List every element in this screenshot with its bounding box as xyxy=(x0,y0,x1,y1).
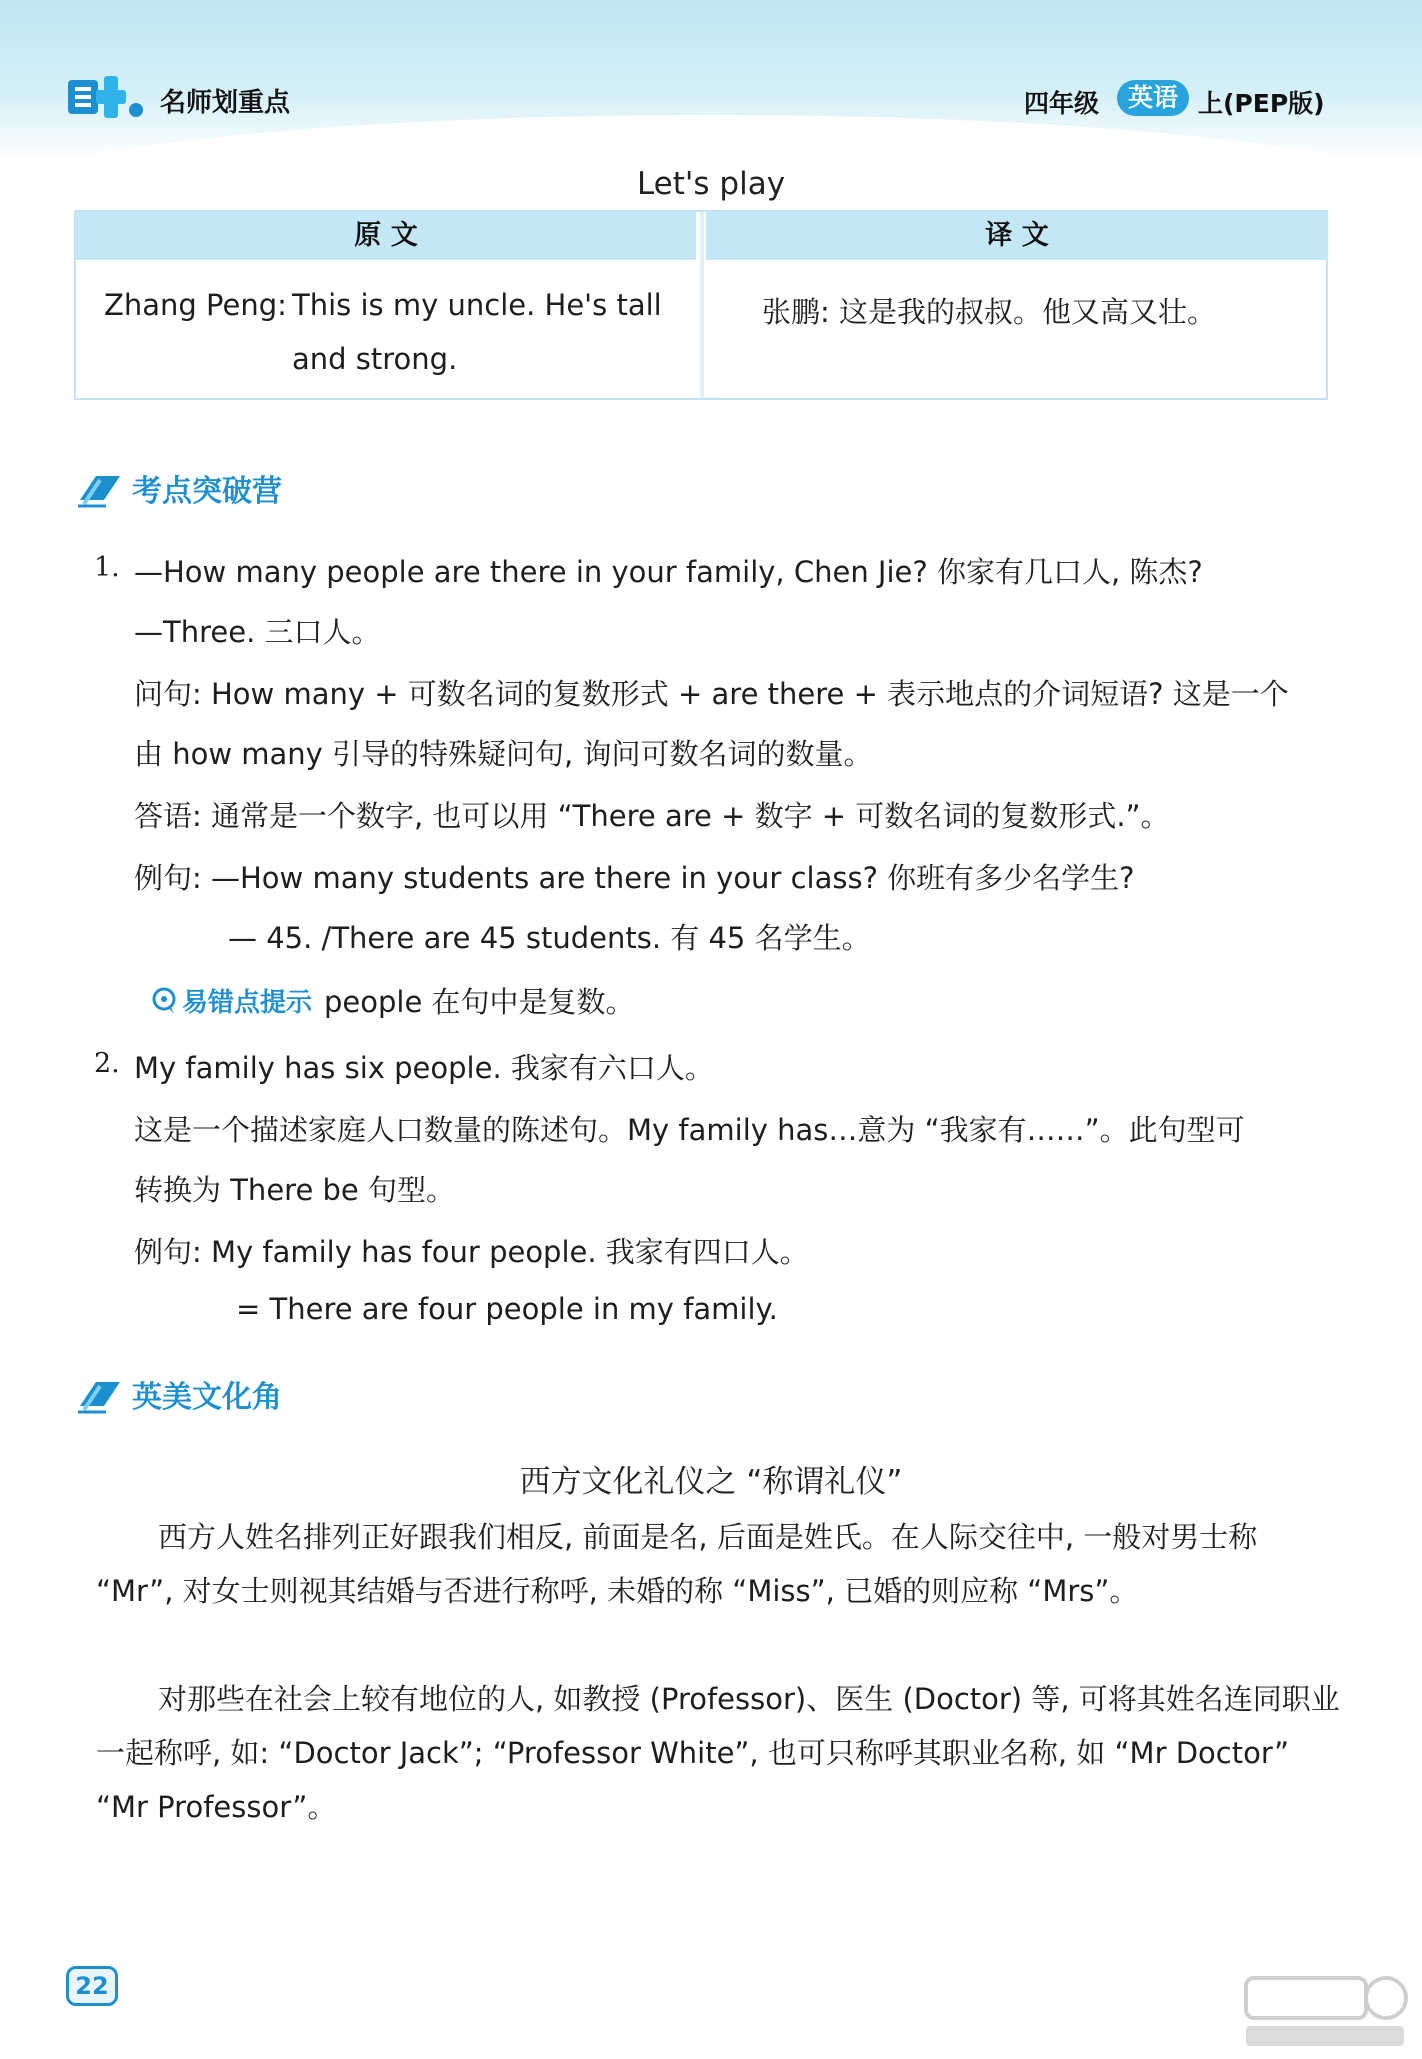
sentence-line: My family has six people. 我家有六口人。 xyxy=(134,1051,714,1085)
section-title: 考点突破营 xyxy=(132,474,282,509)
explanation-line: 这是一个描述家庭人口数量的陈述句。My family has…意为 “我家有……”。此句型可 xyxy=(134,1113,1245,1147)
explanation-line: 转换为 There be 句型。 xyxy=(134,1173,455,1207)
culture-paragraph-2: 对那些在社会上较有地位的人, 如教授 (Professor)、医生 (Doctor) 等, 可将其姓名连同职业一起称呼, 如: “Doctor Jack”; “Professor White”, 也可只称呼其职业名称, 如 “Mr Doctor” “Mr Professor”。 xyxy=(96,1682,1340,1824)
edition-label: 上(PEP版) xyxy=(1198,89,1325,118)
culture-subtitle: 西方文化礼仪之 “称谓礼仪” xyxy=(519,1464,903,1500)
grade-label: 四年级 xyxy=(1024,89,1100,118)
explanation-line: 问句: How many + 可数名词的复数形式 + are there + 表示地点的介词短语? 这是一个 xyxy=(134,677,1289,711)
question-line: —How many people are there in your family, Chen Jie? 你家有几口人, 陈杰? xyxy=(134,555,1203,589)
translation-table xyxy=(74,210,1328,400)
logo-icon xyxy=(66,74,148,120)
item-number: 1. xyxy=(94,552,120,583)
original-column-header: 原 文 xyxy=(76,212,696,260)
example-line: 例句: —How many students are there in your class? 你班有多少名学生? xyxy=(134,861,1135,895)
speaker-name: Zhang Peng: xyxy=(104,288,287,322)
dialogue-translation: 张鹏: 这是我的叔叔。他又高又壮。 xyxy=(762,295,1216,329)
explanation-line: 答语: 通常是一个数字, 也可以用 “There are + 数字 + 可数名词的复数形式.”。 xyxy=(134,799,1170,833)
brand-title: 名师划重点 xyxy=(160,88,291,118)
answer-line: —Three. 三口人。 xyxy=(134,615,381,649)
section-title: 英美文化角 xyxy=(132,1380,282,1415)
example-line: — 45. /There are 45 students. 有 45 名学生。 xyxy=(228,921,871,955)
section-heading-key-points xyxy=(76,466,282,510)
watermark-logo xyxy=(1240,1968,1410,2052)
tip-text: people 在句中是复数。 xyxy=(324,985,635,1019)
pen-book-icon xyxy=(76,466,124,510)
page-header xyxy=(0,0,1422,160)
culture-paragraph-1: 西方人姓名排列正好跟我们相反, 前面是名, 后面是姓氏。在人际交往中, 一般对男士称 “Mr”, 对女士则视其结婚与否进行称呼, 未婚的称 “Miss”, 已婚的则应称 “Mrs”。 xyxy=(96,1520,1258,1608)
example-line: = There are four people in my family. xyxy=(236,1292,778,1326)
tip-label: 易错点提示 xyxy=(182,988,313,1018)
translation-column-header: 译 文 xyxy=(706,212,1328,260)
pen-book-icon xyxy=(76,1372,124,1416)
section-heading-culture xyxy=(76,1372,282,1416)
speech-bubble-icon xyxy=(150,986,180,1016)
dialogue-line-1: This is my uncle. He's tall xyxy=(292,288,662,322)
explanation-line: 由 how many 引导的特殊疑问句, 询问可数名词的数量。 xyxy=(134,737,873,771)
example-line: 例句: My family has four people. 我家有四口人。 xyxy=(134,1235,809,1269)
dialogue-line-2: and strong. xyxy=(292,342,458,376)
error-tip xyxy=(150,980,635,1021)
item-number: 2. xyxy=(94,1048,120,1079)
page-number: 22 xyxy=(66,1966,118,2006)
subject-badge: 英语 xyxy=(1117,80,1189,116)
lets-play-title: Let's play xyxy=(636,166,786,202)
